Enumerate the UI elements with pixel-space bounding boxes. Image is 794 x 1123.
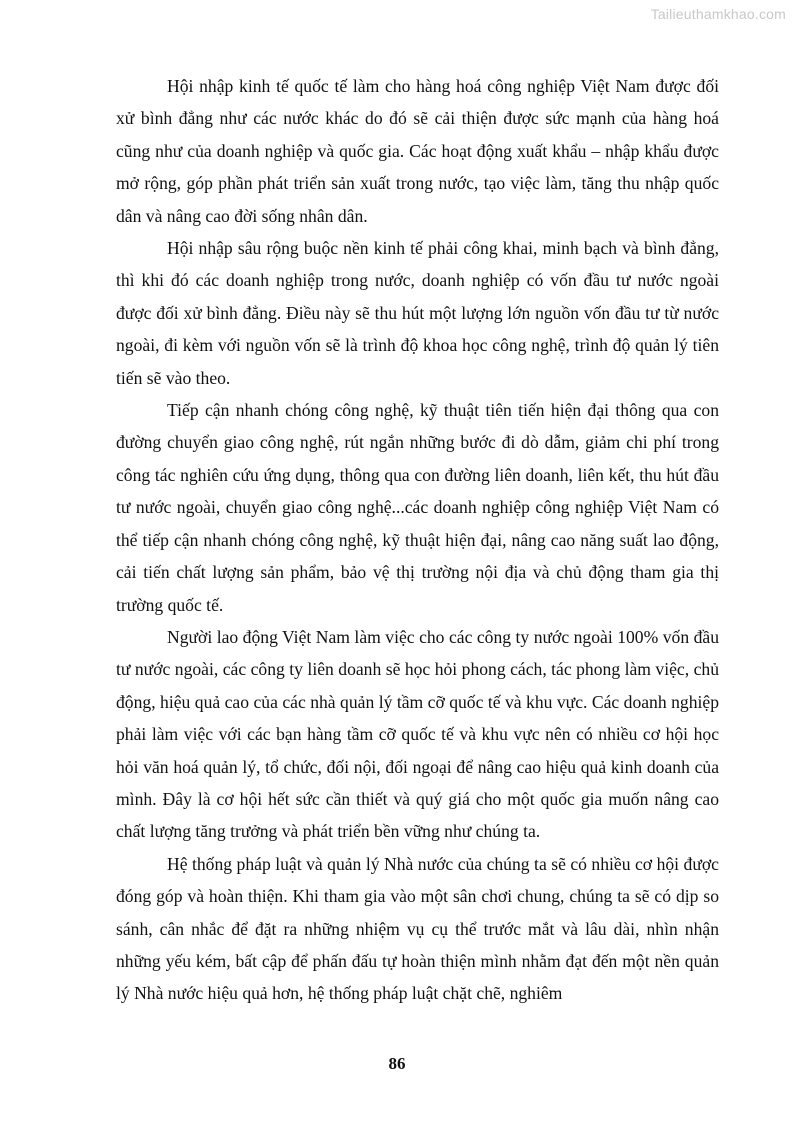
watermark-text: Tailieuthamkhao.com <box>650 6 786 22</box>
paragraph-1: Hội nhập kinh tế quốc tế làm cho hàng hoá công nghiệp Việt Nam được đối xử bình đẳng như các nước khác do đó sẽ cải thiện được sức mạnh của hàng hoá cũng như của doanh nghiệp và quốc gia. Các hoạt động xuất khẩu – nhập khẩu được mở rộng, góp phần phát triển sản xuất trong nước, tạo việc làm, tăng thu nhập quốc dân và nâng cao đời sống nhân dân. <box>116 76 719 226</box>
page-number: 86 <box>388 1054 406 1073</box>
paragraph-2: Hội nhập sâu rộng buộc nền kinh tế phải công khai, minh bạch và bình đẳng, thì khi đó các doanh nghiệp trong nước, doanh nghiệp có vốn đầu tư nước ngoài được đối xử bình đẳng. Điều này sẽ thu hút một lượng lớn nguồn vốn đầu tư từ nước ngoài, đi kèm với nguồn vốn sẽ là trình độ khoa học công nghệ, trình độ quản lý tiên tiến sẽ vào theo. <box>116 238 719 388</box>
paragraph-4: Người lao động Việt Nam làm việc cho các công ty nước ngoài 100% vốn đầu tư nước ngoài, các công ty liên doanh sẽ học hỏi phong cách, tác phong làm việc, chủ động, hiệu quả cao của các nhà quản lý tầm cỡ quốc tế và khu vực. Các doanh nghiệp phải làm việc với các bạn hàng tầm cỡ quốc tế và khu vực nên có nhiều cơ hội học hỏi văn hoá quản lý, tổ chức, đối nội, đối ngoại để nâng cao hiệu quả kinh doanh của mình. Đây là cơ hội hết sức cần thiết và quý giá cho một quốc gia muốn nâng cao chất lượng tăng trưởng và phát triển bền vững như chúng ta. <box>116 626 719 842</box>
document-body <box>116 70 719 1010</box>
paragraph-5: Hệ thống pháp luật và quản lý Nhà nước của chúng ta sẽ có nhiều cơ hội được đóng góp và hoàn thiện. Khi tham gia vào một sân chơi chung, chúng ta sẽ có dịp so sánh, cân nhắc để đặt ra những nhiệm vụ cụ thể trước mắt và lâu dài, nhìn nhận những yếu kém, bất cập để phấn đấu tự hoàn thiện mình nhằm đạt đến một nền quản lý Nhà nước hiệu quả hơn, hệ thống pháp luật chặt chẽ, nghiêm <box>116 853 719 1004</box>
paragraph-3: Tiếp cận nhanh chóng công nghệ, kỹ thuật tiên tiến hiện đại thông qua con đường chuyển giao công nghệ, rút ngắn những bước đi dò dẫm, giảm chi phí trong công tác nghiên cứu ứng dụng, thông qua con đường liên doanh, liên kết, thu hút đầu tư nước ngoài, chuyển giao công nghệ...các doanh nghiệp công nghiệp Việt Nam có thể tiếp cận nhanh chóng công nghệ, kỹ thuật hiện đại, nâng cao năng suất lao động, cải tiến chất lượng sản phẩm, bảo vệ thị trường nội địa và chủ động tham gia thị trường quốc tế. <box>116 400 719 615</box>
